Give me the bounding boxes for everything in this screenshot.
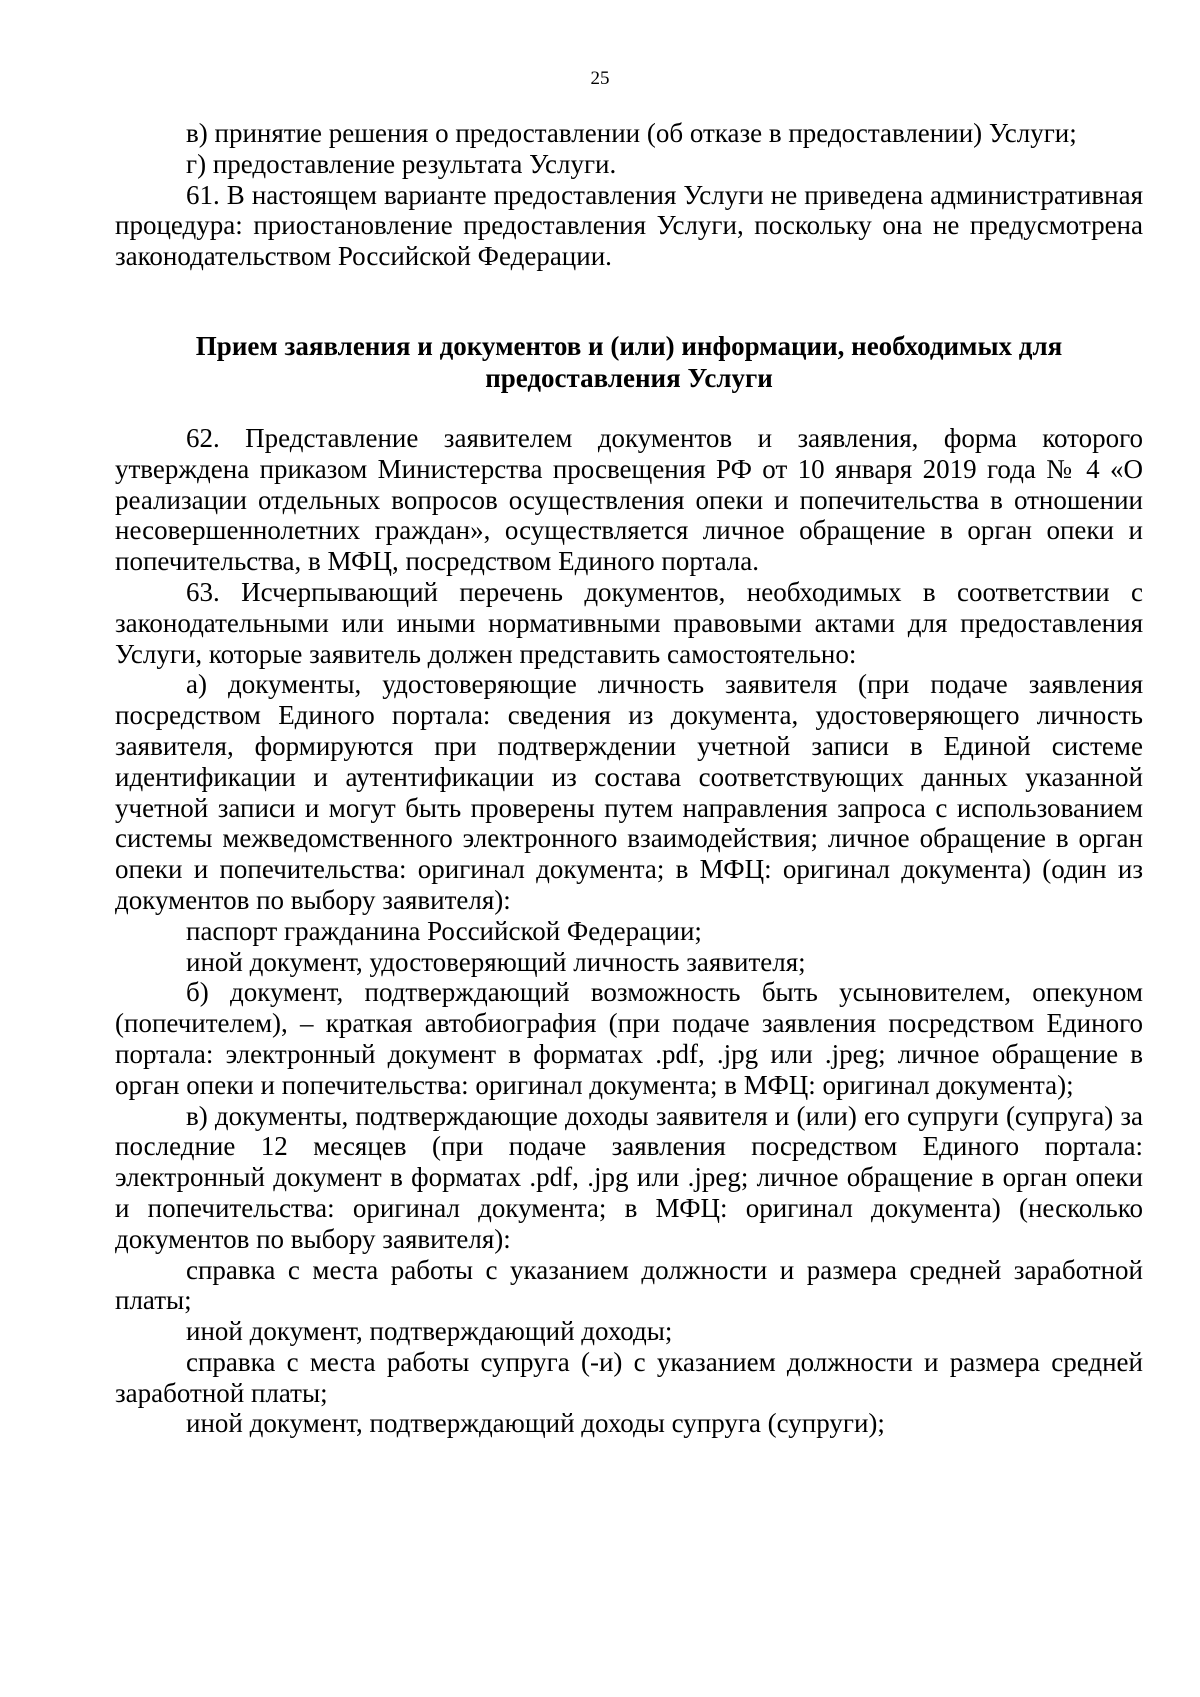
paragraph-61: 61. В настоящем варианте предоставления Услуги не приведена административная процедура: приостановление предоставления Услуги, поскольку она не предусмотрена законодательством Российской Федерации. <box>115 179 1143 272</box>
list-item-work-certificate: справка с места работы с указанием должности и размера средней заработной платы; <box>115 1254 1143 1316</box>
paragraph-v-income-docs: в) документы, подтверждающие доходы заявителя и (или) его супруги (супруга) за последние 12 месяцев (при подаче заявления посредством Единого портала: электронный документ в форматах .pdf, .jpg или .jpeg; личное обращение в орган опеки и попечительства: оригинал документа; в МФЦ: оригинал документа) (несколько документов по выбору заявителя): <box>115 1100 1143 1254</box>
list-item-other-income-doc: иной документ, подтверждающий доходы; <box>186 1316 673 1347</box>
paragraph-b-autobiography: б) документ, подтверждающий возможность быть усыновителем, опекуном (попечителем), – краткая автобиография (при подаче заявления посредством Единого портала: электронный документ в форматах .pdf, .jpg или .jpeg; личное обращение в орган опеки и попечительства: оригинал документа; в МФЦ: оригинал документа); <box>115 977 1143 1100</box>
list-item-other-identity-doc: иной документ, удостоверяющий личность заявителя; <box>186 946 806 977</box>
paragraph-62: 62. Представление заявителем документов и заявления, форма которого утверждена приказом Министерства просвещения РФ от 10 января 2019 года № 4 «О реализации отдельных вопросов осуществления опеки и попечительства в отношении несовершеннолетних граждан», осуществляется личное обращение в орган опеки и попечительства, в МФЦ, посредством Единого портала. <box>115 422 1143 577</box>
paragraph-63: 63. Исчерпывающий перечень документов, необходимых в соответствии с законодательными или иными нормативными правовыми актами для предоставления Услуги, которые заявитель должен представить самостоятельно: <box>115 576 1143 669</box>
list-item-spouse-income-doc: иной документ, подтверждающий доходы супруга (супруги); <box>186 1408 885 1439</box>
paragraph-g-result: г) предоставление результата Услуги. <box>186 148 617 179</box>
list-item-spouse-work-certificate: справка с места работы супруга (-и) с указанием должности и размера средней заработной платы; <box>115 1346 1143 1408</box>
paragraph-a-identity-docs: а) документы, удостоверяющие личность заявителя (при подаче заявления посредством Единого портала: сведения из документа, удостоверяющего личность заявителя, формируются при подтверждении учетной записи в Единой системе идентификации и аутентификации из состава соответствующих данных указанной учетной записи и могут быть проверены путем направления запроса с использованием системы межведомственного электронного взаимодействия; личное обращение в орган опеки и попечительства: оригинал документа; в МФЦ: оригинал документа) (один из документов по выбору заявителя): <box>115 669 1143 915</box>
paragraph-v-decision: в) принятие решения о предоставлении (об отказе в предоставлении) Услуги; <box>186 118 1077 148</box>
document-body <box>115 118 1143 1439</box>
page-number: 25 <box>590 68 610 89</box>
section-heading-line-1: Прием заявления и документов и (или) информации, необходимых для <box>195 330 1063 361</box>
list-item-passport: паспорт гражданина Российской Федерации; <box>186 915 702 946</box>
section-heading <box>115 330 1143 394</box>
section-heading-line-2: предоставления Услуги <box>485 362 773 393</box>
